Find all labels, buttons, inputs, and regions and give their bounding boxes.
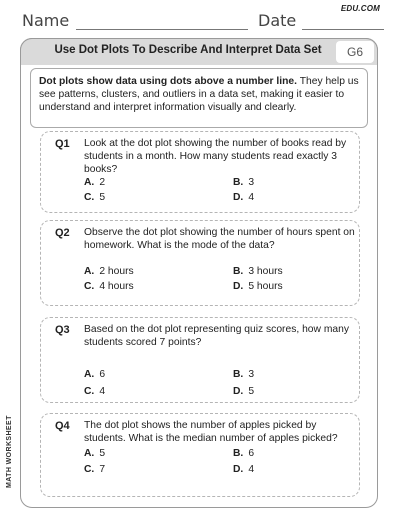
brand-logo: EDU.COM <box>340 4 380 13</box>
option-a[interactable]: A. 2 hours <box>84 266 134 277</box>
question-text: Based on the dot plot representing quiz scores, how many students scored 7 points? <box>84 324 350 349</box>
name-line[interactable] <box>76 29 248 30</box>
option-c[interactable]: C. 5 <box>84 192 106 203</box>
intro-card <box>30 68 368 128</box>
worksheet-title: Use Dot Plots To Describe And Interpret Data Set <box>54 44 322 56</box>
grade-badge: G6 <box>336 41 374 63</box>
intro-bold: Dot plots show data using dots above a number line. <box>39 76 298 87</box>
option-c[interactable]: C. 7 <box>84 464 106 475</box>
option-a[interactable]: A. 6 <box>84 369 106 380</box>
option-c[interactable]: C. 4 hours <box>84 281 134 292</box>
option-c[interactable]: C. 4 <box>84 386 106 397</box>
worksheet-header <box>0 0 400 38</box>
question-number: Q2 <box>55 227 70 239</box>
question-number: Q3 <box>55 324 70 336</box>
option-b[interactable]: B. 3 <box>233 369 255 380</box>
option-b[interactable]: B. 3 <box>233 177 255 188</box>
question-text: Observe the dot plot showing the number of hours spent on homework. What is the mode of the data? <box>84 227 355 252</box>
name-label: Name <box>22 11 70 30</box>
question-number: Q1 <box>55 138 70 150</box>
option-a[interactable]: A. 2 <box>84 177 106 188</box>
option-a[interactable]: A. 5 <box>84 448 106 459</box>
question-text: Look at the dot plot showing the number of books read by students in a month. How many students read exactly 3 books? <box>84 138 347 176</box>
question-text: The dot plot shows the number of apples picked by students. What is the median number of apples picked? <box>84 420 338 445</box>
option-b[interactable]: B. 6 <box>233 448 255 459</box>
option-d[interactable]: D. 5 hours <box>233 281 283 292</box>
option-d[interactable]: D. 5 <box>233 386 255 397</box>
question-number: Q4 <box>55 420 70 432</box>
option-d[interactable]: D. 4 <box>233 192 255 203</box>
option-d[interactable]: D. 4 <box>233 464 255 475</box>
option-b[interactable]: B. 3 hours <box>233 266 283 277</box>
date-label: Date <box>258 11 297 30</box>
date-line[interactable] <box>302 29 384 30</box>
intro-text: They help us see patterns, clusters, and outliers in a data set, making it easier to understand and interpret information visually and clearly. <box>39 76 359 113</box>
side-label: MATH WORKSHEET <box>6 415 13 488</box>
